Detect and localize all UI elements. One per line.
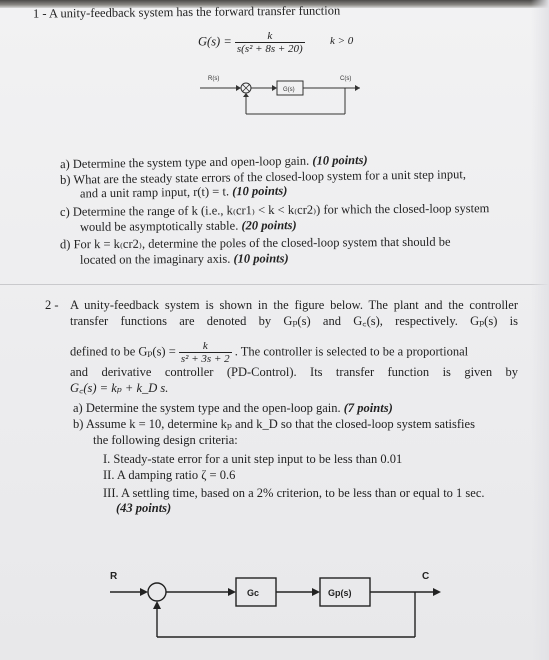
gs-lhs: G(s) = [198,34,232,49]
p2-summing-junction [148,583,166,601]
gs-fraction [235,30,305,55]
problem2-total-points: (43 points) [116,501,172,515]
p2-plant-label: Gp(s) [328,588,352,598]
problem1-part-d: d) For k = k₍cr2₎, determine the poles of the closed-loop system that should be [59,234,451,252]
problem1-transfer-function [198,30,305,55]
problem1-part-b: b) What are the steady state errors of the closed-loop system for a unit step input, [59,167,466,187]
problem1-text: A unity-feedback system has the forward transfer function [48,3,341,21]
criterion-1: I. Steady-state error for a unit step input to be less than 0.01 [103,452,403,466]
criterion-3: III. A settling time, based on a 2% criterion, to be less than or equal to 1 sec. [103,486,485,500]
gs-numerator: k [267,30,273,42]
p1-block-label: G(s) [283,87,295,93]
problem1-part-c-cont: would be asymptotically stable. (20 points) [79,218,297,234]
p2-controller-label: Gc [247,588,260,598]
section-divider [0,284,549,285]
problem2-block-diagram [100,565,445,650]
problem2-part-a: a) Determine the system type and the open-loop gain. (7 points) [73,401,393,415]
gp-denominator: s² + 3s + 2 [180,353,230,365]
photo-edge-shading [531,0,549,660]
problem2-line5: G꜀(s) = kₚ + k_D s. [70,381,169,395]
problem1-number: 1 - [32,6,47,21]
criterion-2: II. A damping ratio ζ = 0.6 [103,468,236,482]
p2-output-label: C [422,571,430,582]
gs-denominator: s(s² + 8s + 20) [236,43,303,55]
problem1-part-a: a) Determine the system type and open-loop gain. (10 points) [59,152,368,172]
problem2-line1: A unity-feedback system is shown in the figure below. The plant and the controller [70,298,518,312]
p1-input-label: R(s) [208,76,220,82]
p1-output-label: C(s) [340,76,352,82]
problem2-line3: defined to be Gₚ(s) = $\frac{k}{\text{s² + 3s + 2}}$ . The controller is selected to be a proportional [70,340,469,365]
p2-input-label: R [110,571,118,582]
problem1-statement [33,3,340,21]
gain-condition: k > 0 [330,35,354,47]
problem1-part-d-cont: located on the imaginary axis. (10 points) [79,251,289,267]
problem2-line4: and derivative controller (PD-Control). Its transfer function is given by [70,365,518,379]
p1-input-arrow [236,85,241,91]
gp-numerator: k [202,340,208,352]
problem2-part-b-cont: the following design criteria: [93,433,238,447]
problem2-number: 2 - [45,298,59,312]
problem2-line2: transfer functions are denoted by Gₚ(s) and G꜀(s), respectively. Gₚ(s) is [70,314,518,328]
problem2-part-b: b) Assume k = 10, determine kₚ and k_D so that the closed-loop system satisfies [73,417,475,431]
problem1-block-diagram [200,70,365,122]
problem1-part-b-cont: and a unit ramp input, r(t) = t. (10 points) [79,183,288,201]
gp-fraction [179,340,232,365]
problem1-part-c: c) Determine the range of k (i.e., k₍cr1₎ < k < k₍cr2₎) for which the closed-loop system [59,201,490,219]
